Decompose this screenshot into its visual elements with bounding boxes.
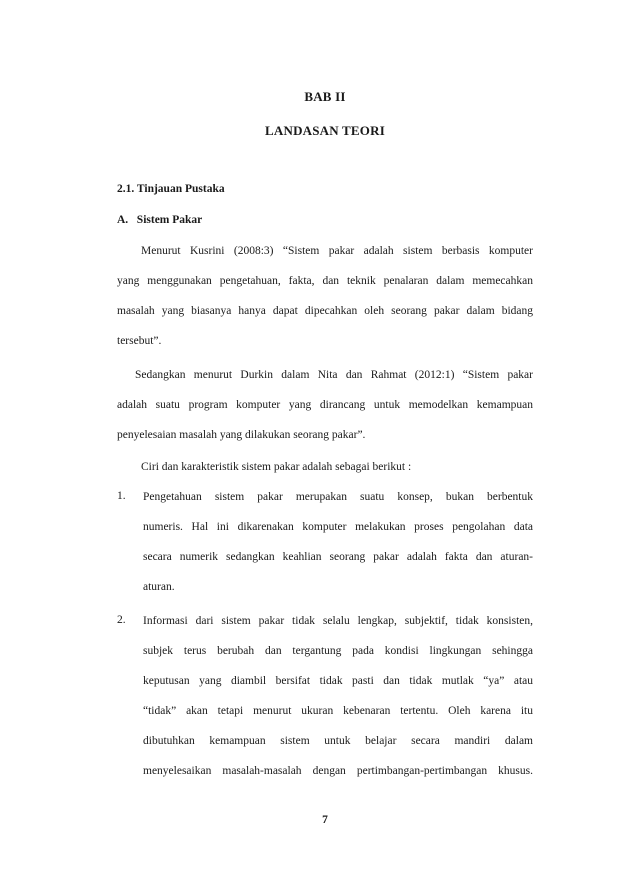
page-number: 7 [322, 814, 328, 826]
chapter-number: BAB II [304, 89, 346, 104]
section-title: 2.1. Tinjauan Pustaka [117, 183, 225, 195]
list-item-line: subjek terus berubah dan tergantung pada kondisi lingkungan sehingga [143, 645, 533, 657]
paragraph-line: masalah yang biasanya hanya dapat dipecahkan oleh seorang pakar dalam bidang [117, 305, 533, 317]
list-item-line: menyelesaikan masalah-masalah dengan pertimbangan-pertimbangan khusus. [143, 765, 533, 777]
list-number: 2. [117, 614, 126, 626]
paragraph-line: Menurut Kusrini (2008:3) “Sistem pakar adalah sistem berbasis komputer [141, 245, 533, 257]
paragraph-line: adalah suatu program komputer yang dirancang untuk memodelkan kemampuan [117, 399, 533, 411]
list-item-line: dibutuhkan kemampuan sistem untuk belajar secara mandiri dalam [143, 735, 533, 747]
list-item-line: Informasi dari sistem pakar tidak selalu lengkap, subjektif, tidak konsisten, [143, 615, 533, 627]
list-item-line: keputusan yang diambil bersifat tidak pasti dan tidak mutlak “ya” atau [143, 675, 533, 687]
paragraph-line: tersebut”. [117, 335, 162, 347]
paragraph-line: Ciri dan karakteristik sistem pakar adalah sebagai berikut : [141, 461, 412, 473]
list-item-line: secara numerik sedangkan keahlian seorang pakar adalah fakta dan aturan- [143, 551, 533, 563]
paragraph-line: penyelesaian masalah yang dilakukan seorang pakar”. [117, 429, 366, 441]
paragraph-line: Sedangkan menurut Durkin dalam Nita dan Rahmat (2012:1) “Sistem pakar [135, 369, 533, 381]
list-item-line: Pengetahuan sistem pakar merupakan suatu konsep, bukan berbentuk [143, 491, 533, 503]
list-item-line: aturan. [143, 581, 175, 593]
list-item-line: numeris. Hal ini dikarenakan komputer melakukan proses pengolahan data [143, 521, 533, 533]
chapter-title: LANDASAN TEORI [265, 123, 385, 138]
subsection-title: A. Sistem Pakar [117, 214, 203, 226]
list-item-line: “tidak” akan tetapi menurut ukuran kebenaran tertentu. Oleh karena itu [143, 705, 533, 717]
list-number: 1. [117, 490, 126, 502]
paragraph-line: yang menggunakan pengetahuan, fakta, dan teknik penalaran dalam memecahkan [117, 275, 533, 287]
